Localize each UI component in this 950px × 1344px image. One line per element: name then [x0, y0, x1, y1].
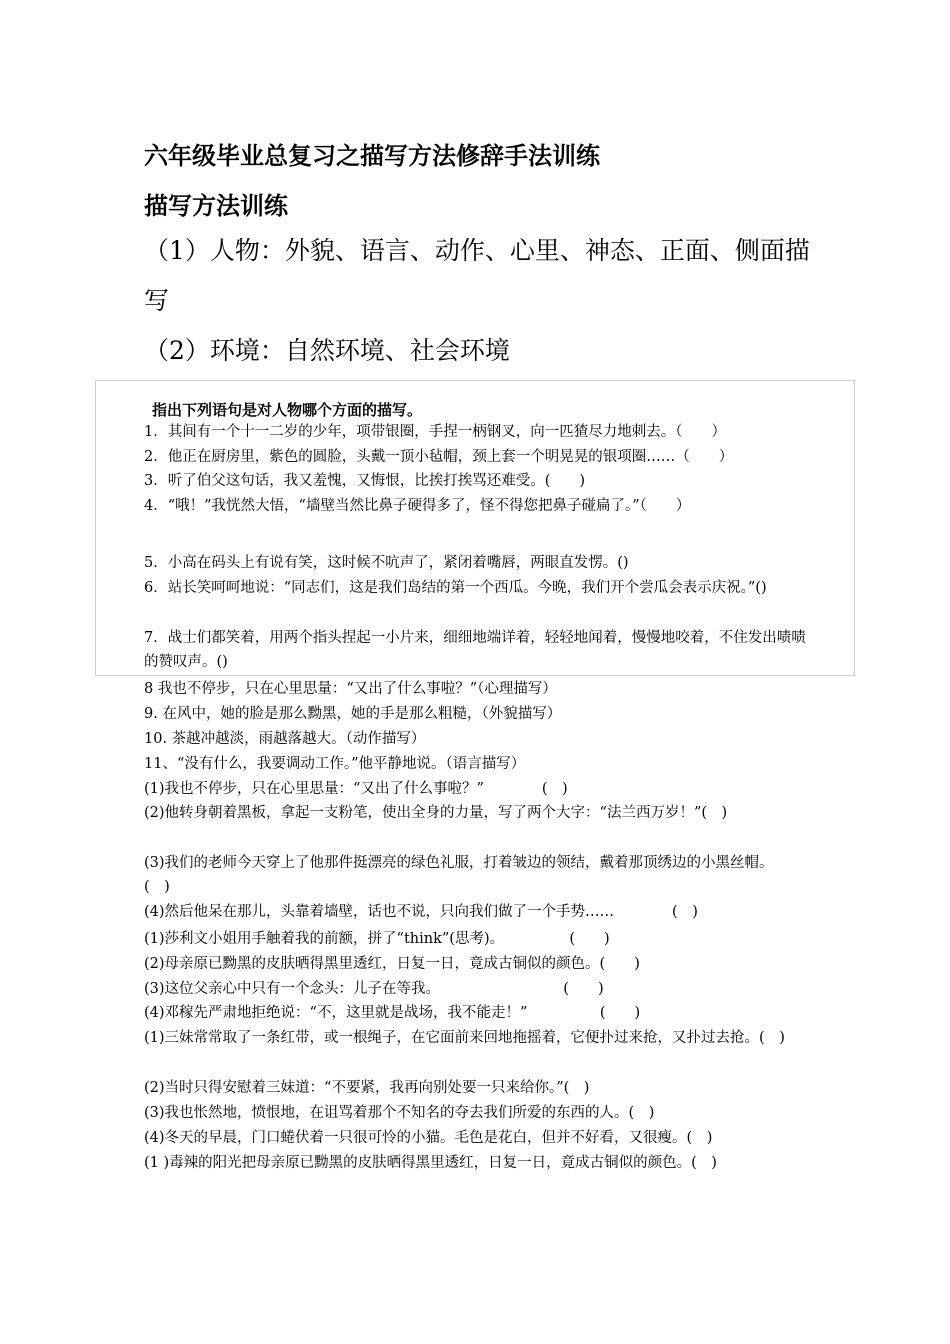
question-c1: (1)三妹常常取了一条红带，或一根绳子，在它面前来回地拖摇着，它便扑过来抢，又扑过去抢。( ): [144, 1030, 785, 1046]
line-10: 10. 茶越冲越淡，雨越落越大。（动作描写）: [144, 731, 426, 747]
exercise-heading: 指出下列语句是对人物哪个方面的描写。: [152, 401, 423, 419]
question-b3: (3)这位父亲心中只有一个念头：儿子在等我。 ( ): [144, 981, 604, 997]
question-c3: (3)我也怅然地，愤恨地，在诅骂着那个不知名的夺去我们所爱的东西的人。( ): [144, 1105, 655, 1121]
question-b2: (2)母亲原已黝黑的皮肤晒得黑里透红，日复一日，竟成古铜似的颜色。( ): [144, 956, 640, 972]
line-8: 8 我也不停步，只在心里思量：“又出了什么事啦？”（心理描写）: [144, 681, 557, 697]
category-environment: （2）环境：自然环境、社会环境: [144, 336, 510, 365]
question-d1: (1 )毒辣的阳光把母亲原已黝黑的皮肤晒得黑里透红，日复一日，竟成古铜似的颜色。( ): [144, 1155, 717, 1171]
question-b1: (1)莎利文小姐用手触着我的前额，拼了“think”(思考)。 ( ): [144, 931, 610, 947]
question-c4: (4)冬天的早晨，门口蜷伏着一只很可怜的小猫。毛色是花白，但并不好看，又很瘦。( ): [144, 1130, 713, 1146]
question-a1: (1)我也不停步，只在心里思量：“又出了什么事啦？” ( ): [144, 781, 568, 797]
box-item-3: 3．听了伯父这句话，我又羞愧，又悔恨，比挨打挨骂还难受。( ): [144, 473, 586, 489]
question-a2: (2)他转身朝着黑板，拿起一支粉笔，使出全身的力量，写了两个大字：“法兰西万岁！”( ): [144, 805, 728, 821]
box-item-4: 4．“哦！”我恍然大悟，“墙壁当然比鼻子硬得多了，怪不得您把鼻子碰扁了。”（ ）: [144, 498, 691, 514]
box-item-1: 1．其间有一个十一二岁的少年，项带银圈，手捏一柄钢叉，向一匹猹尽力地刺去。（ ）: [144, 424, 726, 440]
question-b4: (4)邓稼先严肃地拒绝说：“不，这里就是战场，我不能走！” ( ): [144, 1005, 641, 1021]
box-item-5: 5．小高在码头上有说有笑，这时候不吭声了，紧闭着嘴唇，两眼直发愣。(): [144, 555, 629, 571]
section-title: 描写方法训练: [144, 192, 288, 220]
page-title: 六年级毕业总复习之描写方法修辞手法训练: [144, 142, 600, 170]
box-item-7: 7．战士们都笑着，用两个指头捏起一小片来，细细地端详着，轻轻地闻着，慢慢地咬着，不住发出啧啧的赞叹声。(): [144, 630, 806, 670]
question-a3: (3)我们的老师今天穿上了他那件挺漂亮的绿色礼服，打着皱边的领结，戴着那顶绣边的小黑丝帽。 ( ): [144, 855, 825, 895]
box-item-2: 2．他正在厨房里，紫色的圆脸，头戴一顶小毡帽，颈上套一个明晃晃的银项圈……（ ）: [144, 449, 734, 465]
line-11: 11、“没有什么，我要调动工作。”他平静地说。（语言描写）: [144, 756, 526, 772]
question-a4: (4)然后他呆在那儿，头靠着墙壁，话也不说，只向我们做了一个手势…… ( ): [144, 904, 698, 920]
category-person: （1）人物：外貌、语言、动作、心里、神态、正面、侧面描写: [144, 236, 810, 315]
question-c2: (2)当时只得安慰着三妹道：“不要紧，我再向别处要一只来给你。”( ): [144, 1080, 590, 1096]
line-9: 9. 在风中，她的脸是那么黝黑，她的手是那么粗糙，（外貌描写）: [144, 706, 562, 722]
box-item-6: 6．站长笑呵呵地说：“同志们，这是我们岛结的第一个西瓜。今晚，我们开个尝瓜会表示庆祝。”(): [144, 580, 767, 596]
